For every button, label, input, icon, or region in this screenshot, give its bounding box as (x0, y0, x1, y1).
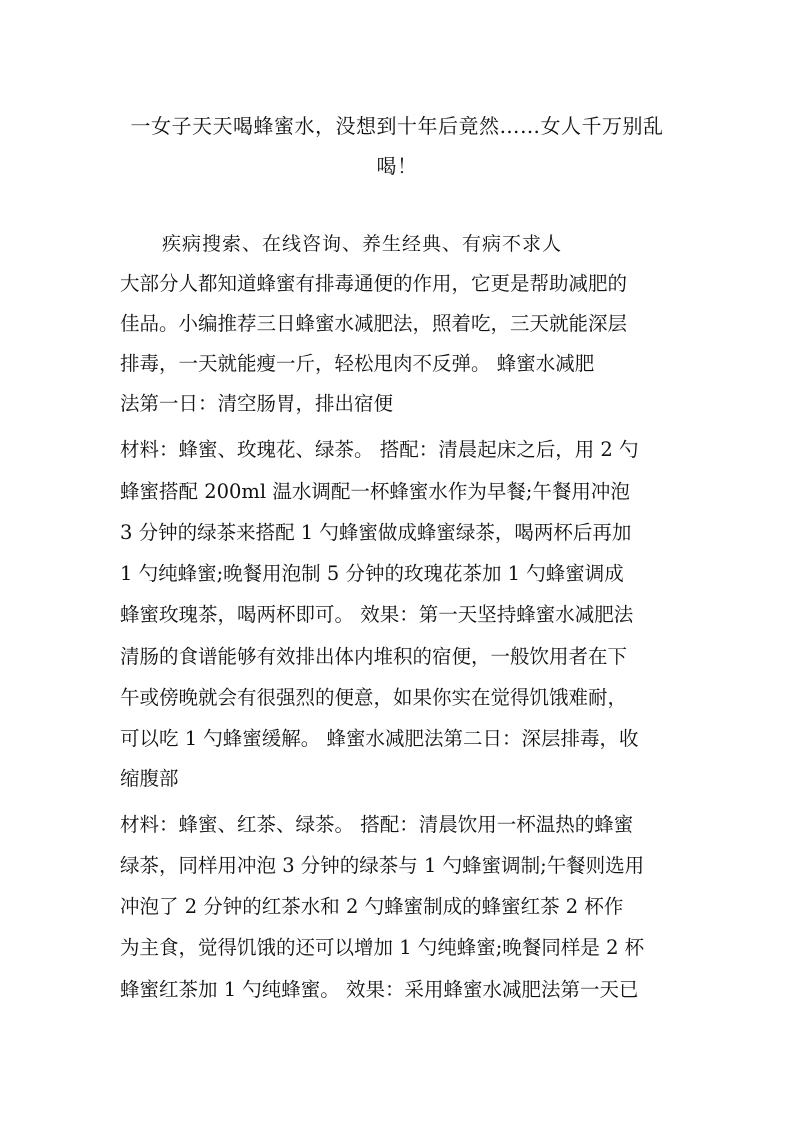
body-line: 清肠的食谱能够有效排出体内堆积的宿便，一般饮用者在下 (120, 645, 628, 668)
body-line: 1 勺纯蜂蜜;晚餐用泡制 5 分钟的玫瑰花茶加 1 勺蜂蜜调成 (120, 562, 624, 585)
body-line: 为主食，觉得饥饿的还可以增加 1 勺纯蜂蜜;晚餐同样是 2 杯 (120, 936, 645, 959)
document-title: 一女子天天喝蜂蜜水，没想到十年后竟然……女人千万别乱喝！ (130, 114, 664, 178)
body-line: 蜂蜜搭配 200ml 温水调配一杯蜂蜜水作为早餐;午餐用冲泡 (120, 480, 630, 503)
body-line: 缩腹部 (120, 767, 179, 790)
intro-line: 疾病搜索、在线咨询、养生经典、有病不求人 (162, 233, 563, 255)
body-line: 3 分钟的绿茶来搭配 1 勺蜂蜜做成蜂蜜绿茶，喝两杯后再加 (120, 521, 632, 544)
body-line: 佳品。小编推荐三日蜂蜜水减肥法，照着吃，三天就能深层 (120, 312, 628, 335)
body-line: 蜂蜜红茶加 1 勺纯蜂蜜。 效果：采用蜂蜜水减肥法第一天已 (120, 978, 639, 1001)
body-line: 蜂蜜玫瑰茶，喝两杯即可。 效果：第一天坚持蜂蜜水减肥法 (120, 603, 634, 626)
body-line: 绿茶，同样用冲泡 3 分钟的绿茶与 1 勺蜂蜜调制;午餐则选用 (120, 854, 645, 877)
body-line: 午或傍晚就会有很强烈的便意，如果你实在觉得饥饿难耐， (120, 686, 628, 709)
body-line: 大部分人都知道蜂蜜有排毒通便的作用，它更是帮助减肥的 (120, 272, 628, 295)
body-line: 可以吃 1 勺蜂蜜缓解。 蜂蜜水减肥法第二日：深层排毒，收 (120, 727, 639, 750)
body-line: 材料：蜂蜜、玫瑰花、绿茶。 搭配：清晨起床之后，用 2 勺 (120, 438, 639, 461)
body-line: 材料：蜂蜜、红茶、绿茶。 搭配：清晨饮用一杯温热的蜂蜜 (120, 813, 634, 836)
body-line: 冲泡了 2 分钟的红茶水和 2 勺蜂蜜制成的蜂蜜红茶 2 杯作 (120, 895, 624, 918)
body-line: 法第一日：清空肠胃，排出宿便 (120, 392, 394, 415)
body-line: 排毒，一天就能瘦一斤，轻松甩肉不反弹。 蜂蜜水减肥 (120, 352, 595, 375)
